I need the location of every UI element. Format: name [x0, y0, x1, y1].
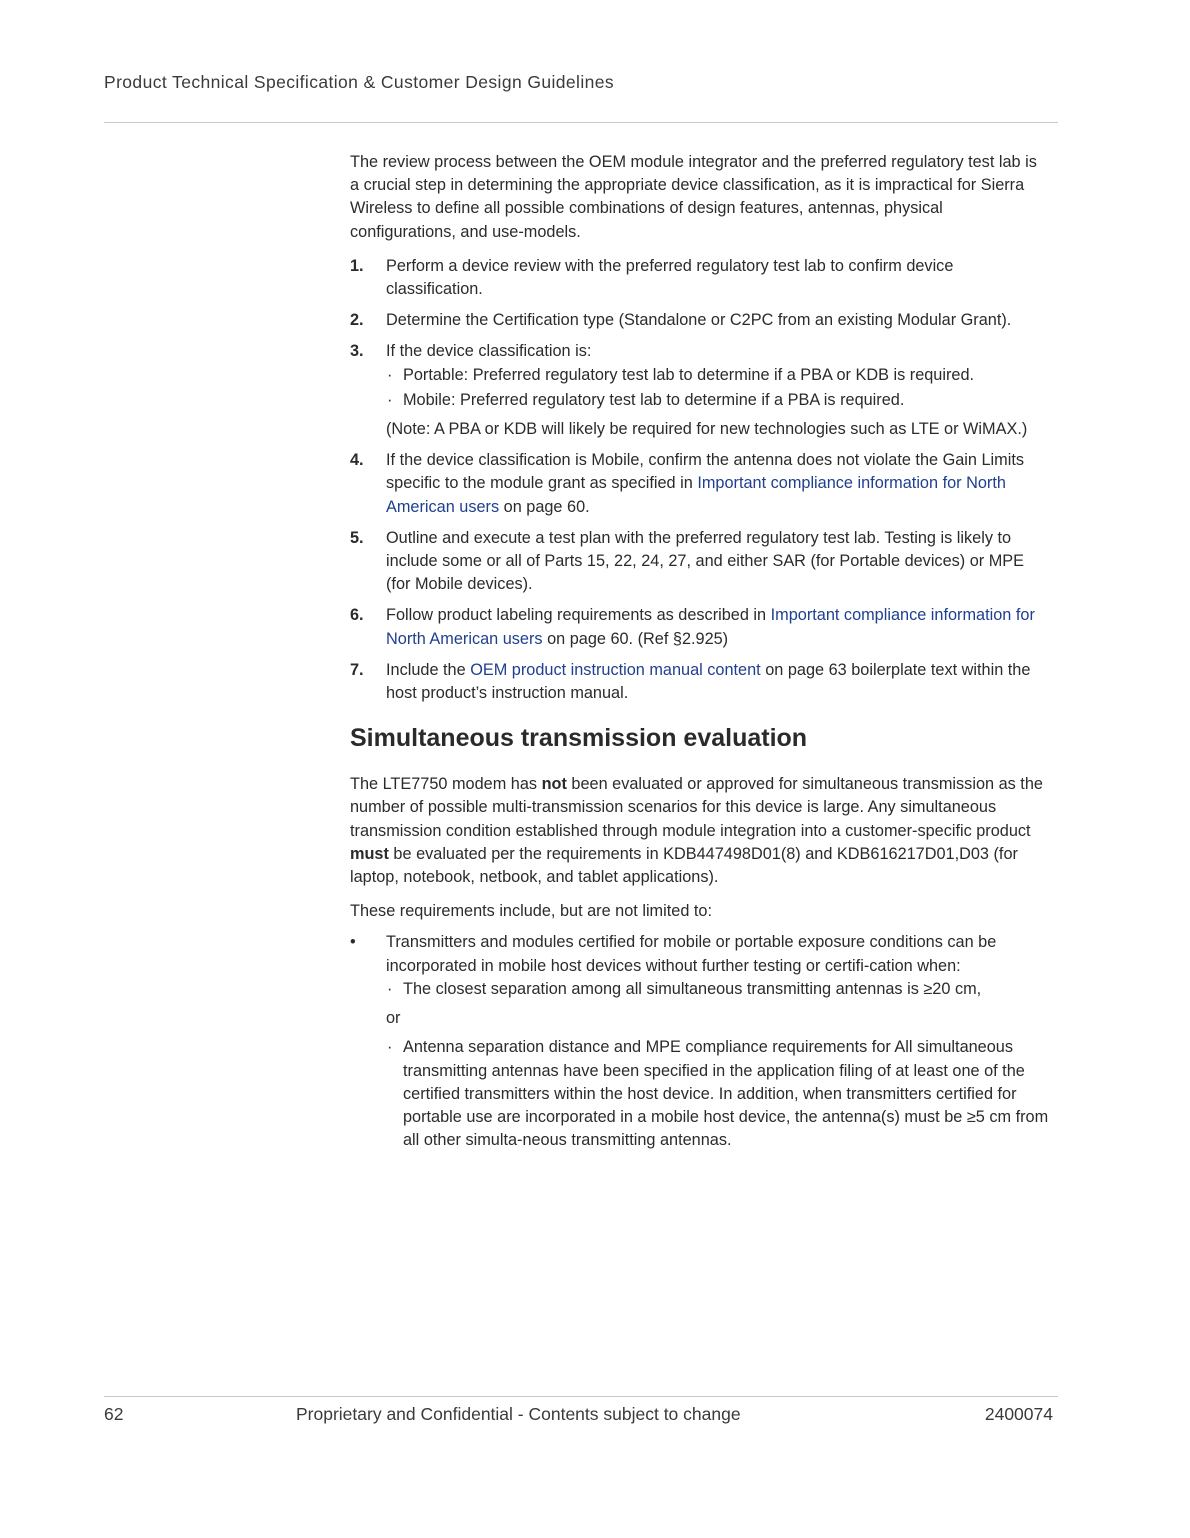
- sub-item-text: The closest separation among all simultaneous transmitting antennas is ≥20 cm,: [403, 979, 982, 998]
- body-column: [350, 151, 1050, 1154]
- step-item: [350, 449, 1050, 519]
- footer-divider: [104, 1396, 1058, 1397]
- step-number: 6.: [350, 606, 364, 625]
- or-separator: or: [386, 1009, 401, 1028]
- step-text: If the device classification is:: [386, 342, 592, 361]
- sub-item: [386, 364, 1050, 387]
- sub-item: [386, 978, 1050, 1001]
- step-text: If the device classification is Mobile, confirm the antenna does not violate the Gain Limits specific to the module grant as specified in: [386, 451, 1025, 493]
- step-item: [350, 340, 1050, 441]
- header-divider: [104, 122, 1058, 123]
- step-item: [350, 527, 1050, 597]
- footer-notice: Proprietary and Confidential - Contents subject to change: [296, 1404, 741, 1424]
- cross-reference-link[interactable]: Important compliance information for North American users: [386, 474, 1006, 516]
- document-number: 2400074: [984, 1404, 1053, 1424]
- sub-bullet-icon: ·: [387, 390, 393, 409]
- step-item: [350, 604, 1050, 650]
- list-item: [350, 931, 1050, 1152]
- cross-reference-link[interactable]: Important compliance information for North American users: [386, 606, 1035, 648]
- intro-paragraph: The review process between the OEM module integrator and the preferred regulatory test lab is a crucial step in determining the appropriate device classification, as it is impractical for Sierra Wireless to define all possible combinations of design features, antennas, physical configurations, and use-models.: [350, 153, 1037, 241]
- step-text: Include the: [386, 660, 471, 679]
- step-number: 2.: [350, 311, 364, 330]
- step-text: Perform a device review with the preferred regulatory test lab to confirm device classification.: [386, 256, 954, 299]
- page-number: 62: [104, 1404, 124, 1424]
- sub-item: [386, 389, 1050, 412]
- section-paragraph: These requirements include, but are not limited to:: [350, 902, 712, 921]
- section-heading: Simultaneous transmission evaluation: [350, 724, 808, 753]
- running-header: Product Technical Specification & Customer Design Guidelines: [104, 72, 615, 92]
- step-item: [350, 659, 1050, 705]
- sub-item-text: Portable: Preferred regulatory test lab to determine if a PBA or KDB is required.: [403, 365, 975, 384]
- step-item: [350, 255, 1050, 301]
- step-text: Determine the Certification type (Standalone or C2PC from an existing Modular Grant).: [386, 311, 1012, 330]
- step-note: (Note: A PBA or KDB will likely be required for new technologies such as LTE or WiMAX.): [386, 420, 1028, 439]
- sub-item: [386, 1036, 1050, 1152]
- bullet-icon: •: [350, 933, 356, 952]
- step-number: 7.: [350, 660, 364, 679]
- sub-bullet-icon: ·: [387, 1038, 393, 1057]
- sub-bullet-icon: ·: [387, 979, 393, 998]
- step-text: Outline and execute a test plan with the preferred regulatory test lab. Testing is likely to include some or all of Parts 15, 22, 24, 27, and either SAR (for Portable devices) or MPE (for Mobile devices).: [386, 528, 1024, 594]
- step-text: Follow product labeling requirements as described in: [386, 606, 771, 625]
- step-number: 5.: [350, 528, 364, 547]
- step-item: [350, 309, 1050, 332]
- sub-item-text: Antenna separation distance and MPE compliance requirements for All simultaneous transmitting antennas have been specified in the application filing of at least one of the certified transmitters within the host device. In addition, when transmitters certified for portable use are incorporated in a mobile host device, the antenna(s) must be ≥5 cm from all other simulta-neous transmitting antennas.: [403, 1038, 1049, 1150]
- step-number: 1.: [350, 256, 364, 275]
- sub-item-text: Mobile: Preferred regulatory test lab to determine if a PBA is required.: [403, 390, 905, 409]
- sub-bullet-icon: ·: [387, 365, 393, 384]
- step-text: on page 60.: [499, 497, 590, 516]
- step-text: on page 60. (Ref §2.925): [542, 629, 729, 648]
- list-item-text: Transmitters and modules certified for mobile or portable exposure conditions can be incorporated in mobile host devices without further testing or certifi-cation when:: [386, 933, 997, 975]
- cross-reference-link[interactable]: OEM product instruction manual content: [470, 660, 761, 679]
- step-text: on page 63 boilerplate text within the host product’s instruction manual.: [386, 660, 1031, 703]
- step-number: 3.: [350, 342, 364, 361]
- step-number: 4.: [350, 451, 364, 470]
- section-paragraph: The LTE7750 modem has not been evaluated or approved for simultaneous transmission as the number of possible multi-transmission scenarios for this device is large. Any simultaneous transmission condition established through module integration into a customer-specific product must be evaluated per the requirements in KDB447498D01(8) and KDB616217D01,D03 (for laptop, notebook, netbook, and tablet applications).: [350, 775, 1043, 887]
